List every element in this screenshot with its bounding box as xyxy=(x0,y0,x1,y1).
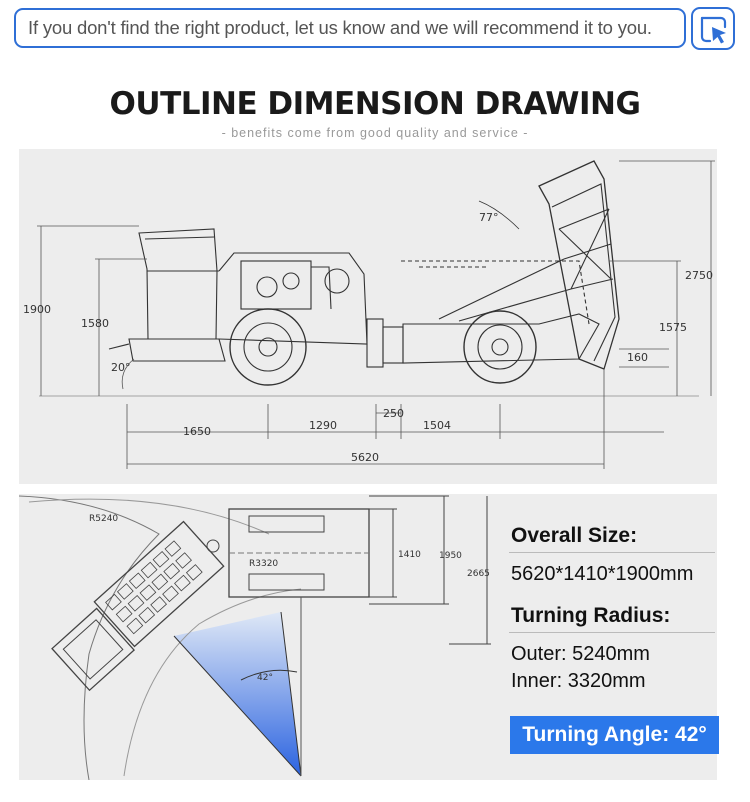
dim-length-front: 1650 xyxy=(183,425,211,438)
turning-radius-label: Turning Radius: xyxy=(511,604,671,627)
dim-turning-angle: 42° xyxy=(257,673,273,683)
dim-width-mid: 1950 xyxy=(439,551,462,561)
outer-radius-value: Outer: 5240mm xyxy=(511,643,650,665)
dim-length-total: 5620 xyxy=(351,451,379,464)
dim-length-joint: 250 xyxy=(383,407,404,420)
search-button[interactable] xyxy=(691,7,735,50)
overall-size-value: 5620*1410*1900mm xyxy=(511,563,694,585)
inner-radius-value: Inner: 3320mm xyxy=(511,670,646,692)
cursor-click-icon xyxy=(699,15,729,45)
dim-height-total: 1900 xyxy=(23,303,51,316)
dim-height-body: 1575 xyxy=(659,321,687,334)
dim-height-cab: 1580 xyxy=(81,317,109,330)
dim-width-swept: 2665 xyxy=(467,569,490,579)
dim-length-mid: 1290 xyxy=(309,419,337,432)
dim-height-dump: 2750 xyxy=(685,269,713,282)
dim-ground-clearance: 160 xyxy=(627,351,648,364)
divider xyxy=(509,632,715,633)
dim-outer-radius: R5240 xyxy=(89,514,119,524)
dim-inner-radius: R3320 xyxy=(249,559,279,569)
turning-angle-badge: Turning Angle: 42° xyxy=(510,716,719,754)
dim-width-body: 1410 xyxy=(398,550,421,560)
dim-length-rear: 1504 xyxy=(423,419,451,432)
dim-front-angle: 20° xyxy=(111,361,131,374)
divider xyxy=(509,552,715,553)
side-view-drawing xyxy=(19,149,717,484)
page-subtitle: - benefits come from good quality and service - xyxy=(221,126,529,140)
dim-dump-angle: 77° xyxy=(479,211,499,224)
overall-size-label: Overall Size: xyxy=(511,524,638,547)
page-title: OUTLINE DIMENSION DRAWING xyxy=(109,86,641,122)
side-view-svg xyxy=(19,149,717,484)
search-bar[interactable] xyxy=(14,8,686,48)
search-prompt-text: If you don't find the right product, let us know and we will recommend it to you. xyxy=(28,17,652,38)
